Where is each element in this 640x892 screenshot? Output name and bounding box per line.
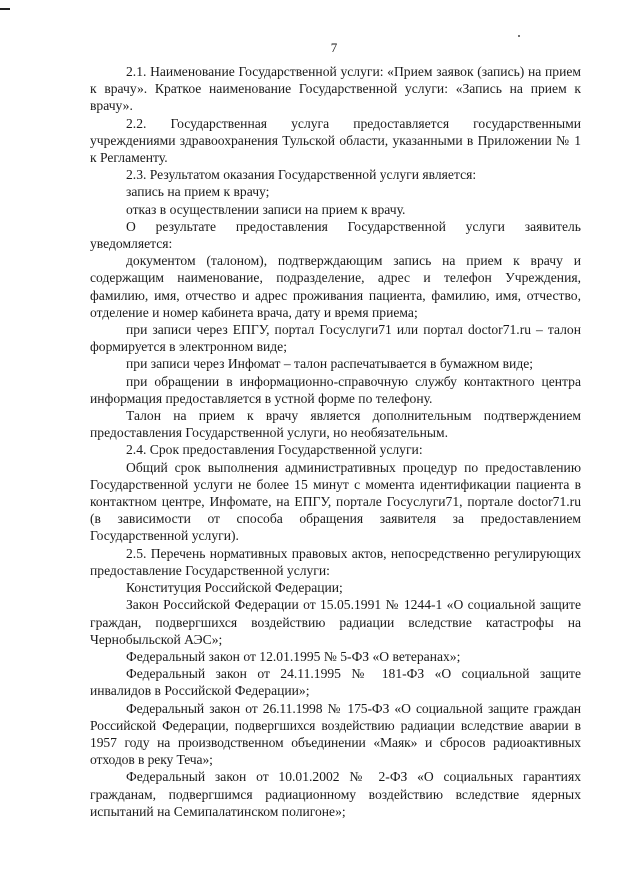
paragraph-2-4: 2.4. Срок предоставления Государственной услуги:: [126, 442, 423, 458]
list-item: Закон Российской Федерации от 15.05.1991 № 1244-1 «О социальной защите граждан, подвергшихся воздействию радиации вследствие катастрофы на Чернобыльской АЭС»;: [90, 597, 581, 647]
scan-edge-mark: [0, 8, 10, 10]
paragraph-2-1: 2.1. Наименование Государственной услуги: «Прием заявок (запись) на прием к врачу». Краткое наименование Государственной услуги: «Запись на прием к врачу».: [90, 64, 581, 114]
list-item: при записи через ЕПГУ, портал Госуслуги71 или портал doctor71.ru – талон формируется в электронном виде;: [90, 322, 581, 355]
list-item: Федеральный закон от 10.01.2002 № 2-ФЗ «О социальных гарантиях гражданам, подвергшимся радиационному воздействию вследствие ядерных испытаний на Семипалатинском полигоне»;: [90, 769, 581, 819]
list-item: запись на прием к врачу;: [126, 184, 270, 200]
list-item: документом (талоном), подтверждающим запись на прием к врачу и содержащим наименование, подразделение, адрес и телефон Учреждения, фамилию, имя, отчество и адрес проживания пациента, фамилию, имя, отчество, отделение и номер кабинета врача, дату и время приема;: [90, 253, 581, 320]
paragraph: Общий срок выполнения административных процедур по предоставлению Государственной услуги не более 15 минут с момента идентификации пациента в контактном центре, Инфомате, на ЕПГУ, портале Госуслуги71, портале doctor71.ru (в зависимости от способа обращения заявителя за предоставлением Государственной услуги).: [90, 459, 581, 544]
paragraph-2-3: 2.3. Результатом оказания Государственной услуги является:: [126, 167, 477, 183]
list-item: при обращении в информационно-справочную службу контактного центра информация предоставляется в устной форме по телефону.: [90, 373, 581, 406]
paragraph: О результате предоставления Государственной услуги заявитель уведомляется:: [90, 218, 581, 252]
paragraph-2-2: 2.2. Государственная услуга предоставляется государственными учреждениями здравоохранения Тульской области, указанными в Приложении № 1 к Регламенту.: [90, 115, 581, 166]
scan-speck: [518, 35, 520, 37]
paragraph-2-5: 2.5. Перечень нормативных правовых актов, непосредственно регулирующих предоставление Государственной услуги:: [90, 545, 581, 578]
list-item: Федеральный закон от 24.11.1995 № 181-ФЗ «О социальной защите инвалидов в Российской Федерации»;: [90, 666, 581, 699]
list-item: отказ в осуществлении записи на прием к врачу.: [126, 201, 406, 217]
list-item: при записи через Инфомат – талон распечатывается в бумажном виде;: [126, 356, 534, 372]
list-item: Конституция Российской Федерации;: [126, 580, 343, 596]
page-number: 7: [330, 40, 338, 55]
list-item: Федеральный закон от 12.01.1995 № 5-ФЗ «О ветеранах»;: [126, 648, 461, 664]
document-body: [90, 63, 581, 820]
list-item: Федеральный закон от 26.11.1998 № 175-ФЗ «О социальной защите граждан Российской Федерации, подвергшихся воздействию радиации вследствие аварии в 1957 году на производственном объединении «Маяк» и сбросов радиоактивных отходов в реку Теча»;: [90, 700, 581, 768]
paragraph: Талон на прием к врачу является дополнительным подтверждением предоставления Государственной услуги, но необязательным.: [90, 408, 581, 441]
